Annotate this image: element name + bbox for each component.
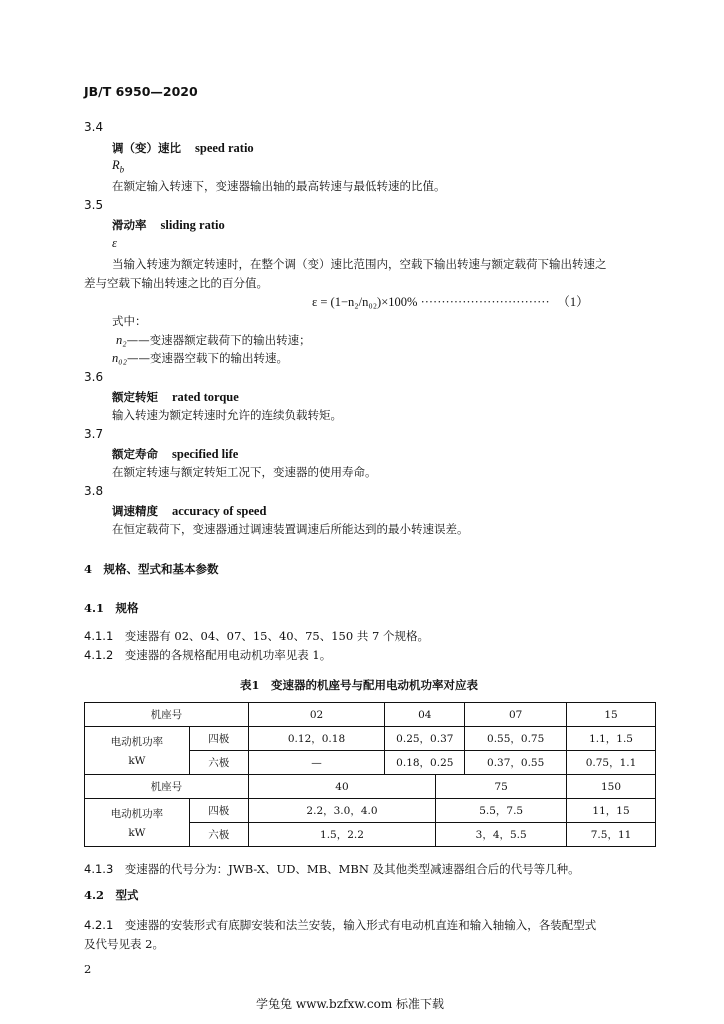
footer-watermark[interactable]: 学兔兔 www.bzfxw.com 标准下载 <box>256 997 445 1011</box>
clause-number: 3.7 <box>84 427 104 441</box>
term-definition-cont: 差与空载下输出转速之比的百分值。 <box>84 276 268 290</box>
term-title: 额定转矩 rated torque <box>112 390 239 404</box>
clause-number: 3.6 <box>84 370 104 384</box>
clause-number: 3.4 <box>84 120 104 134</box>
table-cell: 5.5，7.5 <box>436 799 567 823</box>
term-symbol: ε <box>112 236 117 250</box>
term-definition: 在恒定载荷下，变速器通过调速装置调速后所能达到的最小转速误差。 <box>112 522 469 536</box>
pole-cell: 六极 <box>189 823 248 847</box>
term-definition: 输入转速为额定转速时允许的连续负载转矩。 <box>112 408 342 422</box>
table-cell: 1.1，1.5 <box>567 727 656 751</box>
term-symbol: $R_b$ <box>112 158 125 175</box>
variable-definition: n₀₂——变速器空载下的输出转速。 <box>112 351 288 365</box>
table-cell: 2.2，3.0，4.0 <box>248 799 436 823</box>
table-cell: 7.5，11 <box>567 823 656 847</box>
term-title: 滑动率 sliding ratio <box>112 218 225 232</box>
table-cell: 07 <box>465 703 567 727</box>
table-row <box>85 703 656 727</box>
table-cell: 0.12，0.18 <box>248 727 385 751</box>
table-row <box>85 799 656 823</box>
paragraph: 4.1.2 变速器的各规格配用电动机功率见表 1。 <box>84 648 332 662</box>
term-title: 调（变）速比 speed ratio <box>112 141 254 155</box>
term-title: 额定寿命 specified life <box>112 447 239 461</box>
spec-table <box>84 702 656 847</box>
table-cell: 0.25，0.37 <box>385 727 465 751</box>
table-cell: 75 <box>436 775 567 799</box>
power-label-cell: 电动机功率 kW <box>85 727 190 775</box>
formula: ε = (1−n₂/n₀₂)×100% ······························· （1） <box>312 295 589 309</box>
table-cell: 1.5，2.2 <box>248 823 436 847</box>
table-cell: 0.55，0.75 <box>465 727 567 751</box>
pole-cell: 四极 <box>189 799 248 823</box>
table-cell: 02 <box>248 703 385 727</box>
where-label: 式中： <box>112 314 147 328</box>
page-number: 2 <box>84 962 92 976</box>
table-cell: 0.37，0.55 <box>465 751 567 775</box>
clause-number: 3.5 <box>84 198 104 212</box>
subsection-heading: 4.1 规格 <box>84 601 139 615</box>
table-cell: 0.18，0.25 <box>385 751 465 775</box>
table-row <box>85 727 656 751</box>
paragraph: 4.1.1 变速器有 02、04、07、15、40、75、150 共 7 个规格。 <box>84 629 429 643</box>
pole-cell: 四极 <box>189 727 248 751</box>
term-definition: 当输入转速为额定转速时，在整个调（变）速比范围内，空载下输出转速与额定载荷下输出转速之 <box>112 257 607 271</box>
pole-cell: 六极 <box>189 751 248 775</box>
table-cell: 04 <box>385 703 465 727</box>
clause-number: 3.8 <box>84 484 104 498</box>
subsection-heading: 4.2 型式 <box>84 888 139 902</box>
table-cell: — <box>248 751 385 775</box>
term-definition: 在额定转速与额定转矩工况下，变速器的使用寿命。 <box>112 465 377 479</box>
paragraph: 4.2.1 变速器的安装形式有底脚安装和法兰安装，输入形式有电动机直连和输入轴输入，各装配型式 <box>84 918 597 932</box>
table-cell: 11，15 <box>567 799 656 823</box>
table-cell: 0.75，1.1 <box>567 751 656 775</box>
table-cell: 150 <box>567 775 656 799</box>
table-cell: 3，4，5.5 <box>436 823 567 847</box>
paragraph: 4.1.3 变速器的代号分为：JWB-X、UD、MB、MBN 及其他类型减速器组合后的代号等几种。 <box>84 862 580 876</box>
frame-label-cell: 机座号 <box>85 703 249 727</box>
paragraph-cont: 及代号见表 2。 <box>84 937 164 951</box>
section-heading: 4 规格、型式和基本参数 <box>84 562 219 576</box>
table-row <box>85 775 656 799</box>
power-label-cell: 电动机功率 kW <box>85 799 190 847</box>
term-definition: 在额定输入转速下，变速器输出轴的最高转速与最低转速的比值。 <box>112 179 446 193</box>
document-id: JB/T 6950—2020 <box>84 84 198 99</box>
table-caption: 表1 变速器的机座号与配用电动机功率对应表 <box>240 678 478 692</box>
table-cell: 40 <box>248 775 436 799</box>
variable-definition: n₂——变速器额定载荷下的输出转速； <box>116 333 311 347</box>
frame-label-cell: 机座号 <box>85 775 249 799</box>
term-title: 调速精度 accuracy of speed <box>112 504 267 518</box>
table-cell: 15 <box>567 703 656 727</box>
